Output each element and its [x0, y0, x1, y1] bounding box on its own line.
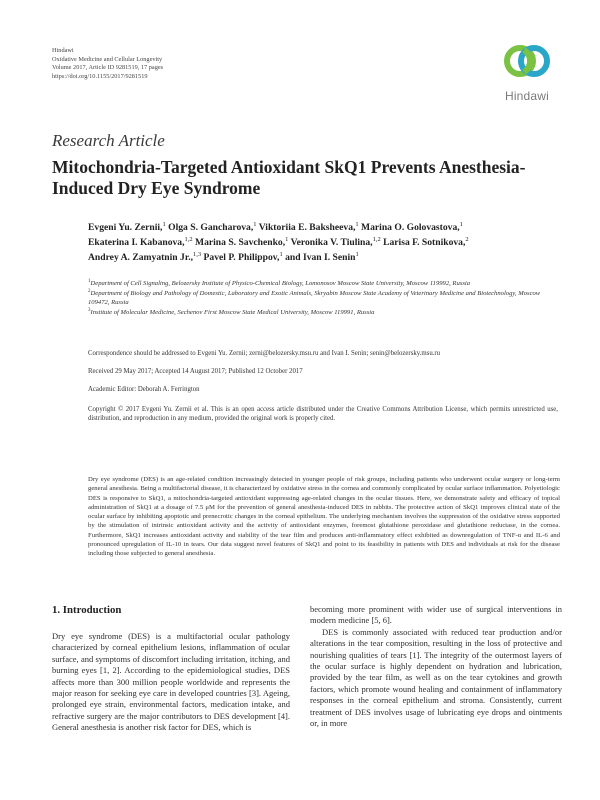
- affiliation-1: $^1$Department of Cell Signaling, Belozersky Institute of Physico-Chemical Biology, Lomonosov Moscow State University, Moscow 119992, Russia: [88, 279, 471, 287]
- author[interactable]: Ekaterina I. Kabanova,$^{1,2}$: [88, 235, 193, 248]
- article-dates: Received 29 May 2017; Accepted 14 August 2017; Published 12 October 2017: [88, 368, 303, 375]
- copyright-notice: Copyright © 2017 Evgeni Yu. Zernii et al. This is an open access article distributed under the Creative Commons Attribution License, which permits unrestricted use, distribution, and reproduction in any medium, provided the original work is properly cited.: [88, 406, 558, 422]
- affiliation-2: $^2$Department of Biology and Pathology of Domestic, Laboratory and Exotic Animals, Skryabin Moscow State Academy of Veterinary Medicine and Biotechnology, Moscow 109472, Russia: [88, 288, 541, 306]
- hindawi-rings-icon: [496, 37, 558, 89]
- section-heading: 1. Introduction: [52, 604, 122, 616]
- article-type: Research Article: [52, 131, 165, 150]
- paragraph: Dry eye syndrome (DES) is a multifactorial ocular pathology characterized by corneal epithelium lesions, inflammation of ocular surface, and symptoms of discomfort including irritation, itching, and burning eyes [1, 2]. According to the epidemiological studies, DES affects more than 300 million people worldwide and represents the major reason for seeking eye care in developed countries [3]. Ageing, prolonged eye strain, environmental factors, medication intake, and refractive surgery are the major contributors to DES development [4]. General anesthesia is another risk factor for DES, which is: [52, 631, 290, 733]
- paragraph: DES is commonly associated with reduced tear production and/or alterations in the tear composition, resulting in the loss of protective and nourishing qualities of tears [1]. The integrity of the outermost layers of the ocular surface is highly dependent on hydration and lubrication, provided by the tear film, as well as on the tear cytokines and growth factors, which promote wound healing and containment of inflammatory responses in the corneal epithelium and stroma. Consistently, current treatment of DES involves usage of lubricating eye drops and ointments or, in more: [310, 626, 562, 729]
- author[interactable]: Viktoriia E. Baksheeva,$^1$: [258, 221, 359, 233]
- author[interactable]: Pavel P. Philippov,$^1$: [203, 250, 283, 263]
- left-column: [52, 631, 290, 734]
- affiliation-3: $^3$Institute of Molecular Medicine, Sechenov First Moscow State Medical University, Moscow 119991, Russia: [88, 307, 375, 316]
- journal-name: Oxidative Medicine and Cellular Longevity: [52, 55, 163, 63]
- right-column: [310, 604, 562, 729]
- author[interactable]: Veronika V. Tiulina,$^{1,2}$: [290, 235, 381, 248]
- article-title: Mitochondria-Targeted Antioxidant SkQ1 Prevents Anesthesia-Induced Dry Eye Syndrome: [52, 157, 526, 198]
- publisher-name: Hindawi: [52, 47, 74, 54]
- academic-editor: Academic Editor: Deborah A. Ferrington: [88, 386, 200, 393]
- author[interactable]: Olga S. Gancharova,$^1$: [168, 221, 257, 233]
- author[interactable]: Andrey A. Zamyatnin Jr.,$^{1,3}$: [88, 250, 202, 263]
- doi-link[interactable]: https://doi.org/10.1155/2017/9281519: [52, 72, 148, 80]
- abstract: Dry eye syndrome (DES) is an age-related condition increasingly detected in younger people of risk groups, including patients who underwent ocular surgery or long-term general anesthesia. Being a multifactorial disease, it is characterized by oxidative stress in the cornea and commonly complicated by ocular surface inflammation. Polyetiologic DES is responsive to SkQ1, a mitochondria-targeted antioxidant suppressing age-related changes in the ocular tissues. Here, we demonstrate safety and efficacy of topical administration of SkQ1 at a dosage of 7.5 μM for the prevention of general anesthesia-induced DES in rabbits. The protective action of SkQ1 improves clinical state of the ocular surface by inhibiting apoptotic and prenecrotic changes in the corneal epithelium. The underlying mechanism involves the suppression of the oxidative stress supported by the stimulation of intrinsic antioxidant activity and the activity of antioxidant enzymes, foremost glutathione peroxidase and glutathione reductase, in the cornea. Furthermore, SkQ1 increases antioxidant activity and stability of the tear film and produces anti-inflammatory effect exhibited as downregulation of TNF-α and IL-6 and pronounced upregulation of IL-10 in tears. Our data suggest novel features of SkQ1 and point to its feasibility in patients with DES and individuals at risk for the disease including those subjected to general anesthesia.: [88, 476, 560, 558]
- paragraph: becoming more prominent with wider use of surgical interventions in modern medicine [5, 6].: [310, 604, 562, 626]
- author[interactable]: Marina S. Savchenko,$^1$: [195, 235, 289, 248]
- hindawi-logo: [496, 37, 558, 109]
- author-list: [88, 221, 566, 265]
- volume-line: Volume 2017, Article ID 9281519, 17 pages: [52, 64, 164, 71]
- correspondence: Correspondence should be addressed to Evgeni Yu. Zernii; zerni@belozersky.msu.ru and Ivan I. Senin; senin@belozersky.msu.ru: [88, 350, 441, 357]
- journal-info: [52, 47, 163, 81]
- author[interactable]: Larisa F. Sotnikova,$^2$: [383, 235, 469, 248]
- affiliations: [88, 280, 558, 319]
- author[interactable]: Marina O. Golovastova,$^1$: [361, 221, 463, 233]
- logo-ring-overlap: [524, 50, 530, 72]
- author[interactable]: and Ivan I. Senin$^1$: [285, 250, 359, 263]
- author[interactable]: Evgeni Yu. Zernii,$^1$: [88, 221, 166, 233]
- logo-wordmark: Hindawi: [504, 89, 550, 103]
